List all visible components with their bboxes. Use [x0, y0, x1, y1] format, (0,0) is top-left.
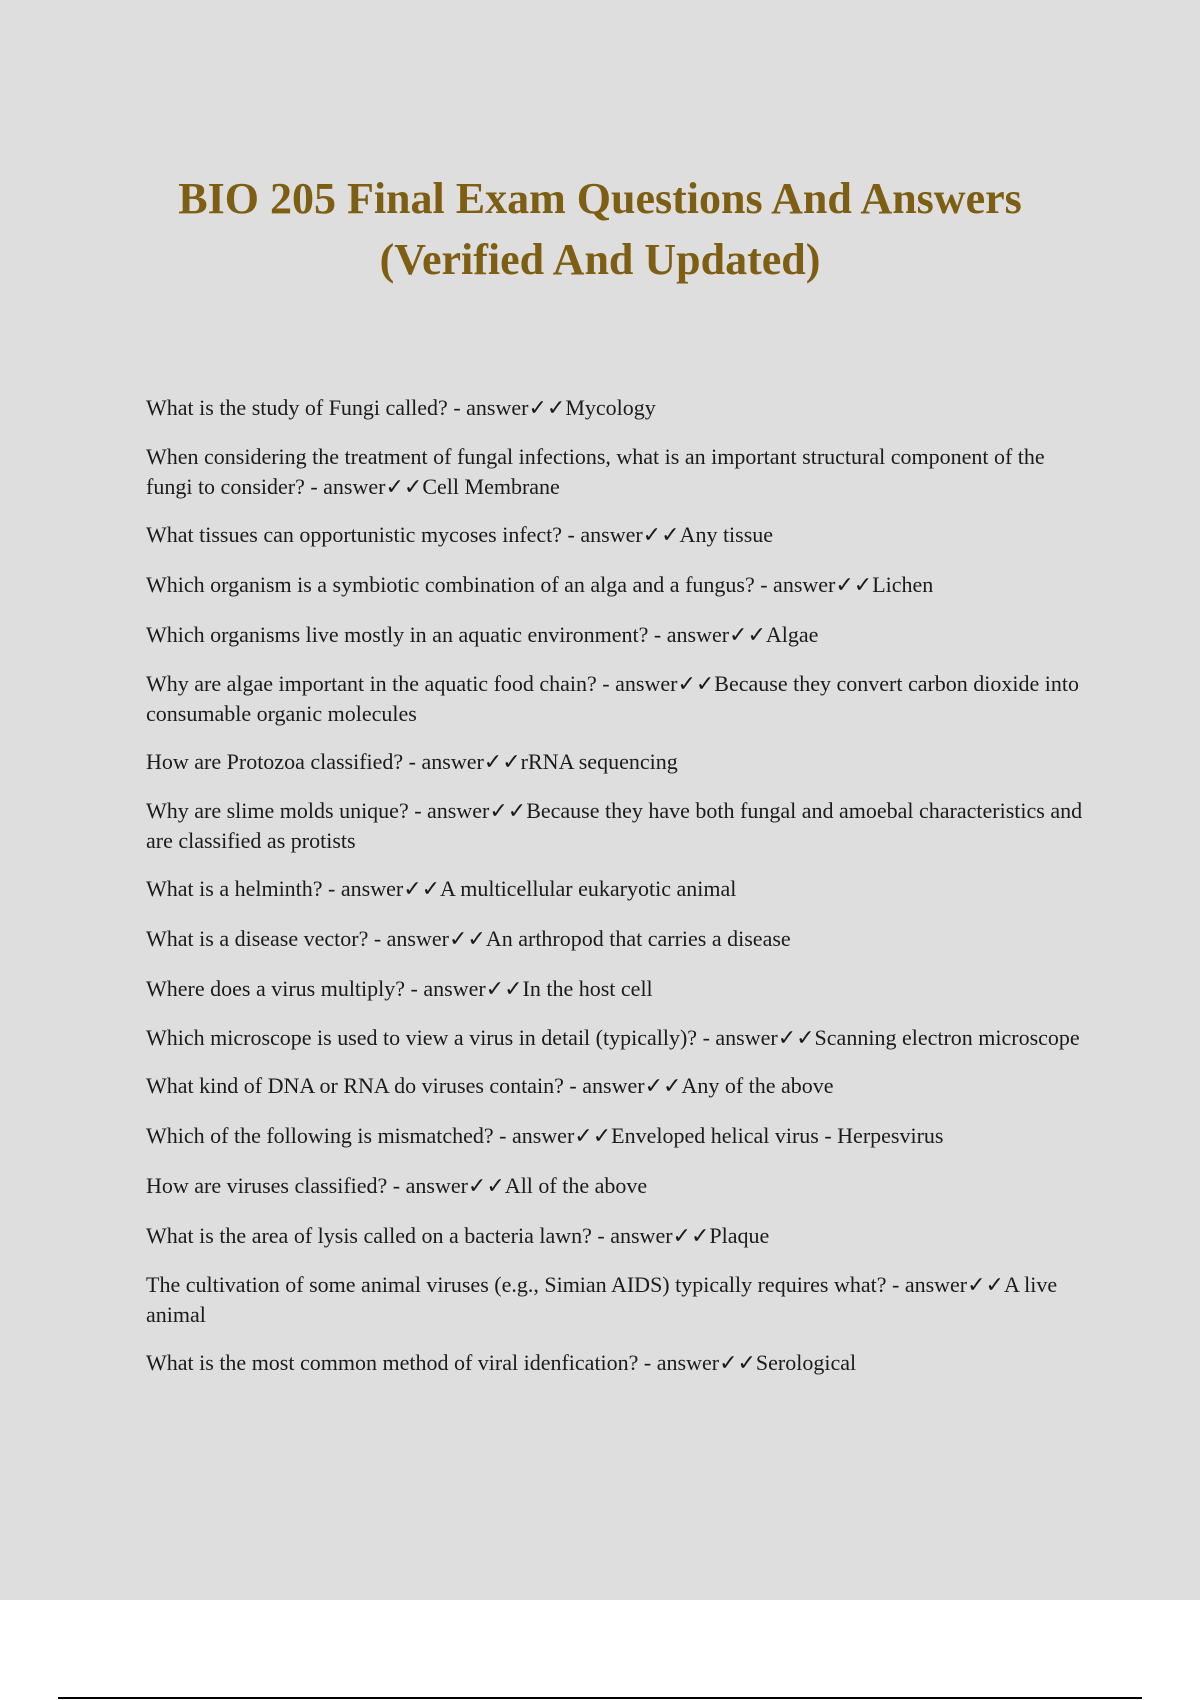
qa-item: Which of the following is mismatched? - answer✓✓Enveloped helical virus - Herpesvirus: [146, 1123, 944, 1148]
qa-item: What is the study of Fungi called? - answer✓✓Mycology: [146, 395, 656, 420]
bottom-divider: [58, 1697, 1142, 1699]
qa-item: Why are algae important in the aquatic food chain? - answer✓✓Because they convert carbon dioxide into consumable organic molecules: [146, 671, 1080, 726]
qa-item: What is the area of lysis called on a bacteria lawn? - answer✓✓Plaque: [146, 1223, 770, 1248]
qa-item: How are Protozoa classified? - answer✓✓rRNA sequencing: [146, 749, 678, 774]
qa-item: Why are slime molds unique? - answer✓✓Because they have both fungal and amoebal characteristics and are classified as protists: [146, 798, 1083, 853]
title-line-2: (Verified And Updated): [379, 235, 821, 284]
document-title: [100, 168, 1100, 290]
qa-item: What tissues can opportunistic mycoses infect? - answer✓✓Any tissue: [146, 522, 774, 547]
qa-item: Which organisms live mostly in an aquatic environment? - answer✓✓Algae: [146, 622, 819, 647]
qa-item: What is a helminth? - answer✓✓A multicellular eukaryotic animal: [146, 876, 737, 901]
qa-item: When considering the treatment of fungal infections, what is an important structural component of the fungi to consider? - answer✓✓Cell Membrane: [146, 444, 1045, 499]
qa-item: How are viruses classified? - answer✓✓All of the above: [146, 1173, 648, 1198]
qa-item: Which organism is a symbiotic combination of an alga and a fungus? - answer✓✓Lichen: [146, 572, 934, 597]
title-line-1: BIO 205 Final Exam Questions And Answers: [178, 174, 1022, 223]
qa-item: The cultivation of some animal viruses (e.g., Simian AIDS) typically requires what? - answer✓✓A live animal: [146, 1272, 1058, 1327]
qa-item: What kind of DNA or RNA do viruses contain? - answer✓✓Any of the above: [146, 1073, 834, 1098]
qa-item: What is the most common method of viral idenfication? - answer✓✓Serological: [146, 1350, 857, 1375]
qa-item: Which microscope is used to view a virus in detail (typically)? - answer✓✓Scanning electron microscope: [146, 1025, 1080, 1050]
qa-item: What is a disease vector? - answer✓✓An arthropod that carries a disease: [146, 926, 791, 951]
qa-list: [146, 392, 1086, 1397]
qa-item: Where does a virus multiply? - answer✓✓In the host cell: [146, 976, 653, 1001]
